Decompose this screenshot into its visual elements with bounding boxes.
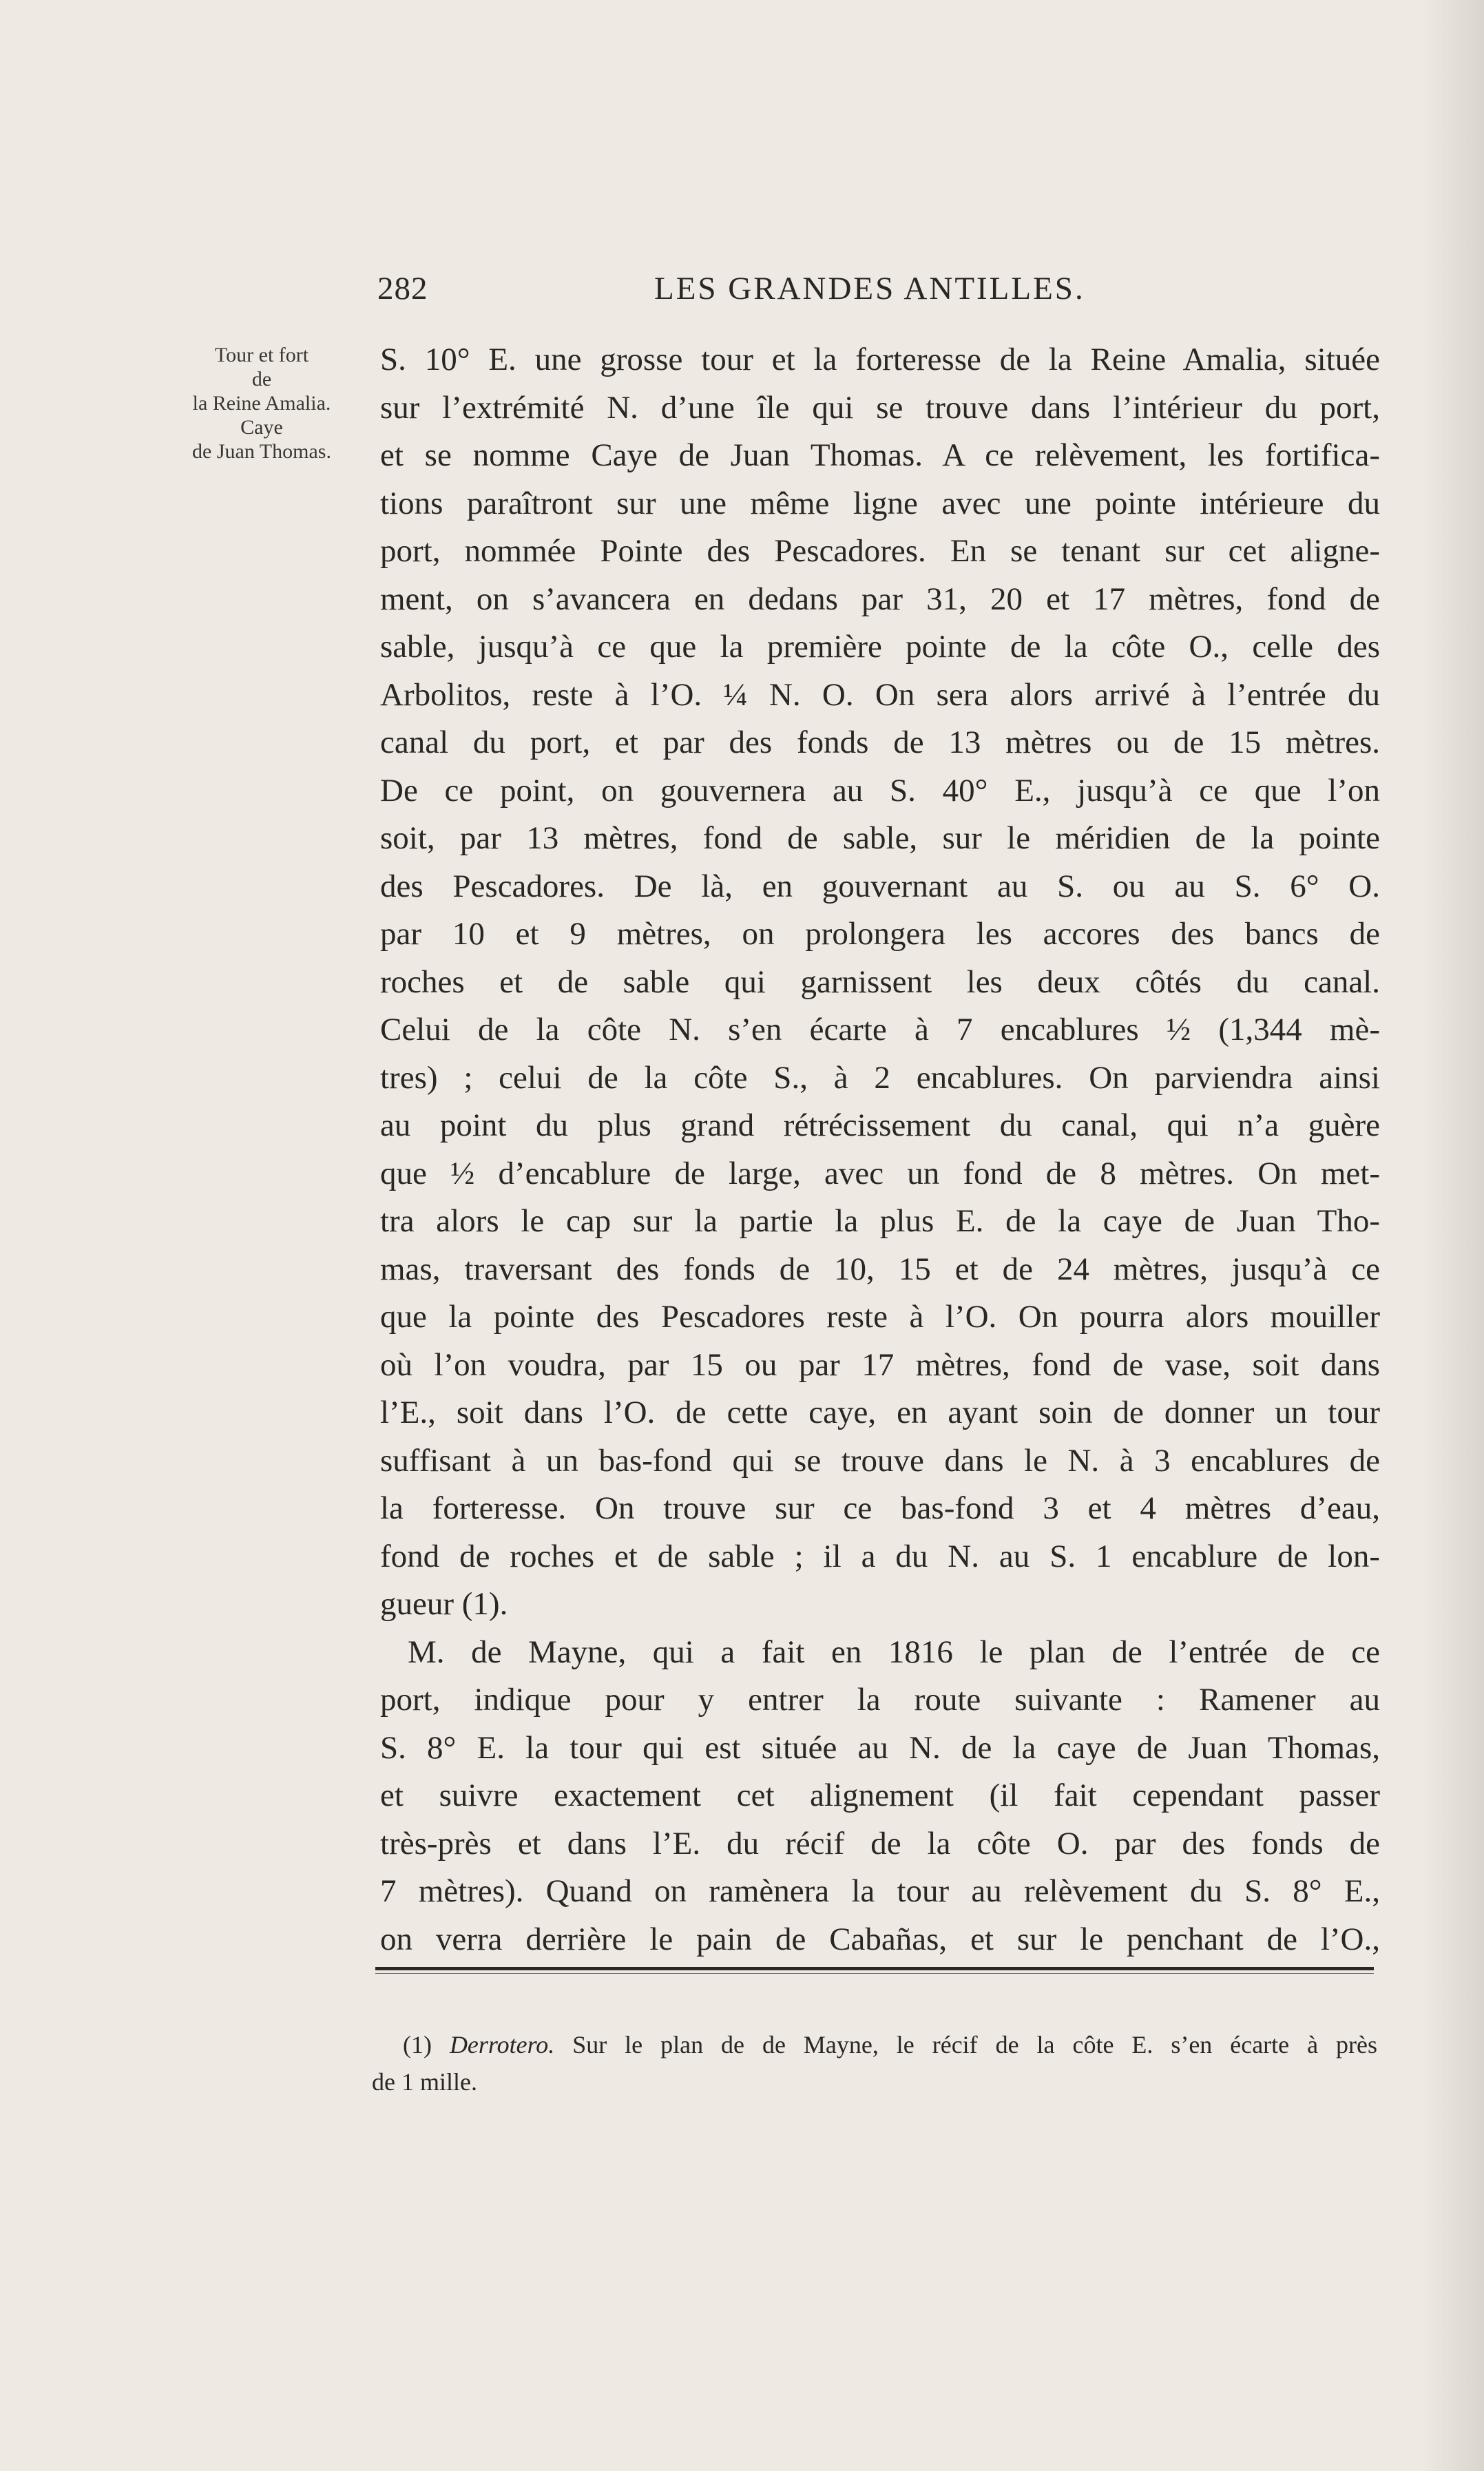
page-number: 282: [377, 271, 428, 306]
text-line: au point du plus grand rétrécissement du canal, qui n’a guère: [380, 1107, 1380, 1143]
text-line: M. de Mayne, qui a fait en 1816 le plan de l’entrée de ce: [408, 1634, 1380, 1670]
text-line: fond de roches et de sable ; il a du N. au S. 1 encablure de lon-: [380, 1538, 1380, 1574]
text-line: tions paraîtront sur une même ligne avec une pointe intérieure du: [380, 485, 1380, 521]
text-line: et se nomme Caye de Juan Thomas. A ce relèvement, les fortifica-: [380, 437, 1380, 473]
text-line: sable, jusqu’à ce que la première pointe de la côte O., celle des: [380, 629, 1380, 665]
text-line: ment, on s’avancera en dedans par 31, 20 et 17 mètres, fond de: [380, 581, 1380, 617]
footnote-text: Sur le plan de de Mayne, le récif de la côte E. s’en écarte à près: [572, 2031, 1378, 2058]
running-title: LES GRANDES ANTILLES.: [654, 271, 1085, 306]
text-line: soit, par 13 mètres, fond de sable, sur le méridien de la pointe: [380, 820, 1380, 856]
text-line: que la pointe des Pescadores reste à l’O. On pourra alors mouiller: [380, 1299, 1380, 1335]
footnote-separator-hairline: [375, 1973, 1374, 1974]
footnote-source-title: Derrotero.: [449, 2031, 555, 2058]
body-text: [380, 336, 1380, 1963]
footnote: [372, 2026, 1378, 2100]
margin-note-line: de Juan Thomas.: [192, 440, 331, 463]
running-header: [377, 270, 1377, 318]
text-line: des Pescadores. De là, en gouvernant au S. ou au S. 6° O.: [380, 868, 1380, 904]
text-line: port, nommée Pointe des Pescadores. En se tenant sur cet aligne-: [380, 533, 1380, 569]
margin-note: [145, 343, 379, 463]
text-line: S. 8° E. la tour qui est située au N. de la caye de Juan Thomas,: [380, 1729, 1380, 1766]
text-line: canal du port, et par des fonds de 13 mètres ou de 15 mètres.: [380, 724, 1380, 760]
footnote-separator-rule: [375, 1967, 1374, 1970]
footnote-marker: (1): [403, 2031, 432, 2058]
text-line: sur l’extrémité N. d’une île qui se trouve dans l’intérieur du port,: [380, 389, 1380, 426]
text-line: et suivre exactement cet alignement (il fait cependant passer: [380, 1777, 1380, 1813]
margin-note-line: Tour et fort: [214, 344, 309, 366]
text-line: on verra derrière le pain de Cabañas, et sur le penchant de l’O.,: [380, 1921, 1380, 1957]
page-edge-shadow: [1422, 0, 1484, 2471]
text-line: 7 mètres). Quand on ramènera la tour au relèvement du S. 8° E.,: [380, 1873, 1380, 1909]
text-line: port, indique pour y entrer la route suivante : Ramener au: [380, 1682, 1380, 1718]
footnote-line-1: [403, 2026, 1377, 2063]
text-line: l’E., soit dans l’O. de cette caye, en ayant soin de donner un tour: [380, 1395, 1380, 1430]
text-line: la forteresse. On trouve sur ce bas-fond 3 et 4 mètres d’eau,: [380, 1490, 1380, 1526]
text-line: par 10 et 9 mètres, on prolongera les accores des bancs de: [380, 916, 1380, 952]
text-line: Arbolitos, reste à l’O. ¼ N. O. On sera alors arrivé à l’entrée du: [380, 676, 1380, 713]
footnote-line-2: de 1 mille.: [372, 2068, 477, 2096]
text-line: De ce point, on gouvernera au S. 40° E., jusqu’à ce que l’on: [380, 772, 1380, 809]
text-line: tra alors le cap sur la partie la plus E. de la caye de Juan Tho-: [380, 1203, 1380, 1239]
text-line: Celui de la côte N. s’en écarte à 7 encablures ½ (1,344 mè-: [380, 1012, 1380, 1047]
text-line: gueur (1).: [380, 1586, 508, 1622]
text-line: S. 10° E. une grosse tour et la forteresse de la Reine Amalia, située: [380, 342, 1380, 377]
margin-note-line: Caye: [240, 416, 283, 439]
margin-note-line: de: [251, 368, 272, 390]
text-line: où l’on voudra, par 15 ou par 17 mètres, fond de vase, soit dans: [380, 1346, 1380, 1383]
text-line: roches et de sable qui garnissent les deux côtés du canal.: [380, 963, 1380, 1000]
text-line: que ½ d’encablure de large, avec un fond de 8 mètres. On met-: [380, 1155, 1380, 1191]
text-line: très-près et dans l’E. du récif de la côte O. par des fonds de: [380, 1825, 1380, 1862]
text-line: suffisant à un bas-fond qui se trouve dans le N. à 3 encablures de: [380, 1442, 1380, 1479]
margin-note-line: la Reine Amalia.: [192, 392, 331, 415]
text-line: mas, traversant des fonds de 10, 15 et de 24 mètres, jusqu’à ce: [380, 1251, 1380, 1287]
text-line: tres) ; celui de la côte S., à 2 encablures. On parviendra ainsi: [380, 1059, 1380, 1096]
